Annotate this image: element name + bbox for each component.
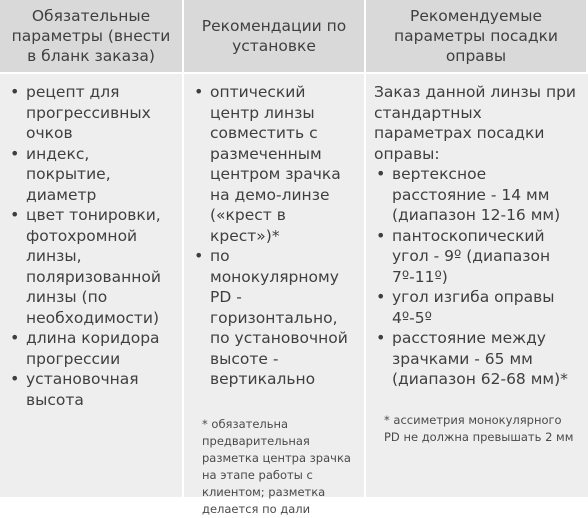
header-required-params-label: Обязательные параметры (внести в бланк заказа)	[11, 7, 171, 65]
list-item: • угол изгиба оправы 4º-5º	[374, 287, 580, 328]
header-frame-fitting-params	[366, 0, 588, 74]
header-frame-fitting-params-label: Рекомендуемые параметры посадки оправы	[393, 7, 559, 65]
list-item: • пантоскопический угол - 9º (диапазон 7º-11º)	[374, 226, 580, 288]
frame-fitting-intro: Заказ данной линзы при стандартных параметрах посадки оправы:	[374, 83, 576, 163]
cell-frame-fitting-params	[366, 74, 588, 497]
required-params-list	[8, 82, 174, 410]
footnote-pd-asymmetry: * ассиметрия монокулярного PD не должна превышать 2 мм	[384, 412, 574, 444]
header-required-params	[0, 0, 184, 74]
list-item: • по монокулярному PD - горизонтально, по установочной высоте - вертикально	[192, 246, 356, 390]
frame-fitting-list	[374, 164, 580, 390]
cell-required-params	[0, 74, 184, 497]
list-item: • оптический центр линзы совместить с размеченным центром зрачка на демо-линзе («крест в крест»)*	[192, 82, 356, 246]
list-item: • цвет тонировки, фотохромной линзы, поляризованной линзы (по необходимости)	[8, 205, 174, 328]
header-installation-recommendations	[184, 0, 366, 74]
footnote-marking: * обязательна предварительная разметка центра зрачка на этапе работы с клиентом; разметка делается по дали	[202, 416, 351, 516]
installation-recommendations-list	[192, 82, 356, 390]
list-item: • рецепт для прогрессивных очков	[8, 82, 174, 144]
list-item: • индекс, покрытие, диаметр	[8, 144, 174, 206]
header-installation-recommendations-label: Рекомендации по установке	[201, 17, 347, 55]
list-item: • вертексное расстояние - 14 мм (диапазон 12-16 мм)	[374, 164, 580, 226]
list-item: • длина коридора прогрессии	[8, 328, 174, 369]
cell-installation-recommendations	[184, 74, 366, 516]
list-item: • расстояние между зрачками - 65 мм (диапазон 62-68 мм)*	[374, 328, 580, 390]
list-item: • установочная высота	[8, 369, 174, 410]
